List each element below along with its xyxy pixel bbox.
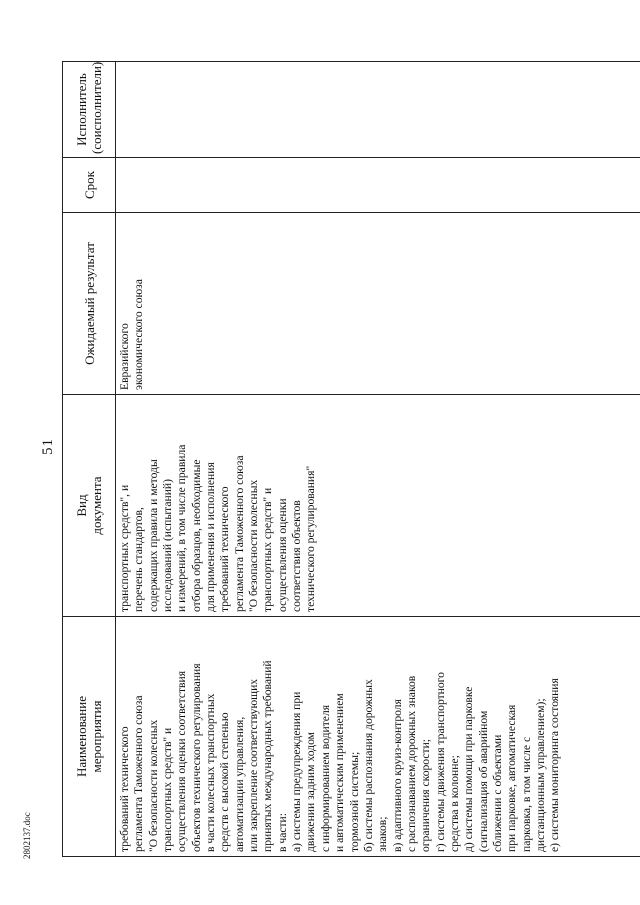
text-line: содержащих правила и методы — [146, 459, 160, 612]
text-line: регламента Таможенного союза — [232, 455, 246, 612]
text-line: или закрепление соответствующих — [247, 678, 261, 852]
text-line: отбора образцов, необходимые — [189, 459, 203, 612]
text-line: соответствия объектов — [290, 500, 304, 612]
text-line: средства в колонне; — [447, 755, 461, 852]
header-deadline — [63, 158, 116, 213]
text-line: транспортных средств", и — [118, 484, 131, 612]
text-line: и автоматическим применением — [333, 693, 347, 852]
cell-executor — [116, 62, 640, 158]
text-line: с распознаванием дорожных знаков — [404, 675, 418, 852]
text-line: Евразийского — [118, 323, 131, 390]
text-line: д) системы помощи при парковке — [462, 686, 476, 852]
header-line: (соисполнители) — [89, 61, 104, 154]
text-line: осуществления оценки соответствия — [175, 670, 189, 852]
cell-deadline — [116, 158, 640, 213]
text-line: в части: — [275, 813, 289, 852]
text-line: б) системы распознания дорожных — [361, 679, 375, 852]
text-line: сближении с объектами — [490, 734, 504, 852]
text-line: экономического союза — [132, 279, 146, 390]
text-line: тормозной системы; — [347, 751, 361, 852]
text-line: объектов технического регулирования — [189, 663, 203, 852]
text-line: транспортных средств" и — [261, 487, 275, 612]
header-line: Наименование — [74, 696, 89, 777]
header-line: мероприятия — [89, 700, 104, 773]
text-line: ограничения скорости; — [419, 738, 433, 852]
text-line: "О безопасности колесных — [247, 479, 261, 612]
header-line: Ожидаемый результат — [81, 242, 97, 365]
text-line: с информированием водителя — [318, 704, 332, 852]
text-line: при парковке, автоматическая — [505, 704, 519, 852]
text-line: парковка, в том числе с — [519, 736, 533, 852]
text-line: регламента Таможенного союза — [132, 695, 146, 852]
cell-document-type — [116, 395, 640, 617]
text-line: технического регулирования" — [304, 465, 318, 612]
table-row — [116, 62, 640, 857]
file-name-footer: 2802137.doc — [22, 812, 32, 859]
text-line: требований технического — [118, 726, 131, 852]
text-line: средств с высокой степенью — [218, 712, 232, 852]
text-line: в части колесных транспортных — [204, 693, 218, 852]
text-line: принятых международных требований — [261, 660, 275, 852]
text-line: в) адаптивного круиз-контроля — [390, 699, 404, 852]
text-line: автоматизации управления, — [232, 716, 246, 852]
header-executor — [63, 62, 116, 158]
text-line: дистанционным управлением); — [533, 698, 547, 852]
header-line: Вид — [74, 494, 89, 517]
text-line: знаков; — [376, 816, 390, 852]
header-activity-name — [63, 617, 116, 857]
text-line: г) системы движения транспортного — [433, 672, 447, 852]
text-line: е) системы мониторинга состояния — [548, 678, 562, 852]
cell-activity-name — [116, 617, 640, 857]
text-line: транспортных средств" и — [161, 727, 175, 852]
header-line: Исполнитель — [74, 73, 89, 146]
header-line: документа — [89, 476, 104, 535]
page-number: 51 — [40, 438, 56, 455]
text-line: для применения и исполнения — [204, 462, 218, 612]
header-document-type — [63, 395, 116, 617]
text-line: движении задним ходом — [304, 732, 318, 852]
cell-expected-result — [116, 213, 640, 395]
text-line: осуществления оценки — [275, 498, 289, 612]
header-line: Срок — [81, 171, 97, 199]
text-line: исследований (испытаний) — [161, 479, 175, 612]
text-line: а) системы предупреждения при — [290, 691, 304, 852]
table-header-row — [63, 62, 116, 857]
text-line: перечень стандартов, — [132, 507, 146, 612]
header-expected-result — [63, 213, 116, 395]
activities-table — [62, 61, 640, 857]
text-line: и измерений, в том числе правила — [175, 444, 189, 612]
text-line: (сигнализация об аварийном — [476, 710, 490, 852]
text-line: "О безопасности колесных — [146, 719, 160, 852]
text-line: требований технического — [218, 486, 232, 612]
